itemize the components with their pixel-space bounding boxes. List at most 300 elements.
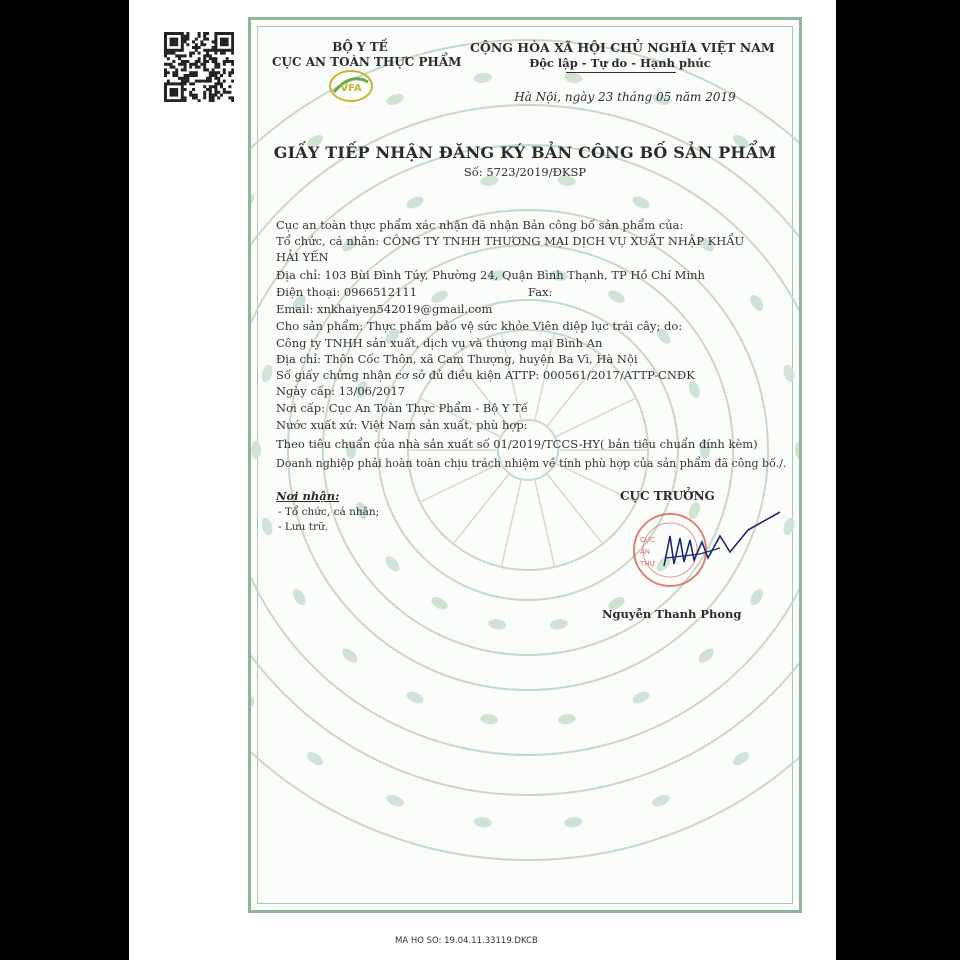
qr-module bbox=[186, 43, 189, 46]
qr-module bbox=[220, 49, 223, 52]
qr-module bbox=[228, 85, 231, 88]
qr-module bbox=[212, 85, 215, 88]
qr-module bbox=[184, 35, 187, 38]
address-line: Địa chỉ: 103 Bùi Đình Túy, Phường 24, Quận Bình Thạnh, TP Hồ Chí Minh bbox=[276, 268, 705, 282]
qr-module bbox=[167, 52, 170, 55]
ministry-name: BỘ Y TẾ bbox=[332, 40, 388, 54]
drum-motif bbox=[782, 363, 797, 383]
qr-module bbox=[184, 60, 187, 63]
qr-module bbox=[214, 46, 217, 49]
qr-module bbox=[214, 43, 217, 46]
qr-module bbox=[209, 85, 212, 88]
motto-underline bbox=[566, 72, 676, 73]
drum-motif bbox=[480, 713, 499, 725]
qr-module bbox=[212, 60, 215, 63]
qr-module bbox=[214, 71, 217, 74]
drum-motif bbox=[748, 587, 766, 608]
drum-motif bbox=[340, 646, 360, 665]
organization-line-2: HẢI YẾN bbox=[276, 250, 329, 264]
drum-motif bbox=[251, 689, 257, 709]
qr-module bbox=[206, 80, 209, 83]
qr-module bbox=[189, 63, 192, 66]
qr-module bbox=[212, 49, 215, 52]
qr-module bbox=[231, 96, 234, 99]
qr-module bbox=[170, 43, 173, 46]
qr-module bbox=[212, 96, 215, 99]
svg-text:AN: AN bbox=[640, 548, 651, 556]
qr-module bbox=[164, 99, 167, 102]
qr-module bbox=[178, 99, 181, 102]
qr-module bbox=[164, 40, 167, 43]
qr-module bbox=[184, 63, 187, 66]
qr-module bbox=[192, 82, 195, 85]
qr-module bbox=[172, 38, 175, 41]
qr-module bbox=[209, 49, 212, 52]
qr-module bbox=[195, 60, 198, 63]
qr-module bbox=[181, 32, 184, 35]
qr-module bbox=[209, 99, 212, 102]
qr-module bbox=[231, 46, 234, 49]
qr-module bbox=[231, 99, 234, 102]
issue-date-line: Ngày cấp: 13/06/2017 bbox=[276, 384, 406, 398]
qr-module bbox=[164, 63, 167, 66]
drum-motif bbox=[305, 749, 325, 767]
qr-module bbox=[178, 63, 181, 66]
qr-module bbox=[175, 74, 178, 77]
drum-motif bbox=[606, 288, 627, 306]
drum-motif bbox=[631, 194, 652, 211]
qr-module bbox=[217, 96, 220, 99]
qr-module bbox=[217, 77, 220, 80]
drum-motif bbox=[251, 191, 257, 211]
qr-module bbox=[164, 46, 167, 49]
qr-module bbox=[192, 94, 195, 97]
qr-module bbox=[164, 35, 167, 38]
qr-module bbox=[192, 88, 195, 91]
qr-module bbox=[220, 94, 223, 97]
drum-motif bbox=[473, 816, 492, 828]
qr-module bbox=[164, 38, 167, 41]
qr-module bbox=[175, 91, 178, 94]
qr-module bbox=[181, 94, 184, 97]
qr-module bbox=[170, 32, 173, 35]
qr-module bbox=[206, 49, 209, 52]
qr-module bbox=[223, 60, 226, 63]
qr-module bbox=[164, 54, 167, 57]
qr-module bbox=[181, 40, 184, 43]
qr-module bbox=[223, 71, 226, 74]
qr-module bbox=[203, 54, 206, 57]
qr-module bbox=[217, 32, 220, 35]
qr-module bbox=[164, 82, 167, 85]
qr-module bbox=[203, 68, 206, 71]
document-title: GIẤY TIẾP NHẬN ĐĂNG KÝ BẢN CÔNG BỐ SẢN PHẨM bbox=[273, 143, 777, 162]
qr-module bbox=[228, 32, 231, 35]
qr-module bbox=[164, 43, 167, 46]
qr-module bbox=[181, 60, 184, 63]
qr-module bbox=[212, 99, 215, 102]
qr-module bbox=[178, 49, 181, 52]
qr-module bbox=[228, 71, 231, 74]
drum-motif bbox=[405, 194, 426, 211]
qr-module bbox=[181, 38, 184, 41]
qr-module bbox=[192, 46, 195, 49]
qr-module bbox=[217, 71, 220, 74]
qr-module bbox=[184, 88, 187, 91]
drum-motif bbox=[385, 92, 405, 108]
qr-module bbox=[212, 57, 215, 60]
qr-module bbox=[164, 85, 167, 88]
qr-module bbox=[189, 71, 192, 74]
fax-label: Fax: bbox=[528, 285, 553, 299]
qr-module bbox=[186, 35, 189, 38]
qr-module bbox=[198, 57, 201, 60]
qr-module bbox=[223, 91, 226, 94]
qr-module bbox=[212, 68, 215, 71]
qr-module bbox=[214, 63, 217, 66]
qr-module bbox=[184, 77, 187, 80]
qr-module bbox=[167, 80, 170, 83]
qr-module bbox=[209, 88, 212, 91]
qr-module bbox=[186, 77, 189, 80]
qr-module bbox=[206, 77, 209, 80]
drum-motif bbox=[405, 689, 426, 706]
qr-module bbox=[209, 74, 212, 77]
qr-module bbox=[223, 63, 226, 66]
qr-module bbox=[220, 40, 223, 43]
qr-module bbox=[175, 43, 178, 46]
qr-module bbox=[214, 88, 217, 91]
drum-ray bbox=[453, 356, 509, 426]
qr-module bbox=[170, 38, 173, 41]
drum-ray bbox=[547, 356, 603, 426]
qr-module bbox=[172, 43, 175, 46]
qr-module bbox=[206, 60, 209, 63]
qr-module bbox=[220, 43, 223, 46]
qr-module bbox=[181, 35, 184, 38]
qr-module bbox=[172, 88, 175, 91]
qr-module bbox=[214, 85, 217, 88]
qr-module bbox=[184, 68, 187, 71]
qr-module bbox=[192, 96, 195, 99]
qr-module bbox=[198, 52, 201, 55]
drum-motif bbox=[290, 587, 308, 608]
qr-module bbox=[195, 71, 198, 74]
qr-module bbox=[184, 40, 187, 43]
qr-module bbox=[209, 77, 212, 80]
qr-module bbox=[226, 60, 229, 63]
qr-module bbox=[170, 88, 173, 91]
qr-module bbox=[223, 38, 226, 41]
qr-module bbox=[164, 94, 167, 97]
qr-module bbox=[203, 32, 206, 35]
qr-module bbox=[186, 32, 189, 35]
qr-module bbox=[181, 85, 184, 88]
qr-module bbox=[212, 74, 215, 77]
qr-module bbox=[203, 38, 206, 41]
qr-module bbox=[203, 63, 206, 66]
qr-module bbox=[195, 46, 198, 49]
qr-module bbox=[228, 60, 231, 63]
qr-module bbox=[181, 88, 184, 91]
qr-module bbox=[192, 74, 195, 77]
qr-module bbox=[198, 35, 201, 38]
qr-module bbox=[214, 57, 217, 60]
drum-motif bbox=[799, 191, 802, 211]
qr-module bbox=[217, 82, 220, 85]
signer-position: CỤC TRƯỞNG bbox=[620, 489, 715, 503]
responsibility-line: Doanh nghiệp phải hoàn toàn chịu trách nhiệm về tính phù hợp của sản phẩm đã công bố./. bbox=[276, 457, 787, 470]
qr-module bbox=[195, 96, 198, 99]
qr-module bbox=[170, 40, 173, 43]
qr-module bbox=[195, 66, 198, 69]
qr-module bbox=[195, 43, 198, 46]
qr-module bbox=[184, 82, 187, 85]
qr-module bbox=[209, 57, 212, 60]
qr-module bbox=[206, 68, 209, 71]
vfa-logo bbox=[328, 68, 374, 104]
qr-module bbox=[172, 66, 175, 69]
qr-module bbox=[206, 32, 209, 35]
svg-text:CỤC: CỤC bbox=[640, 536, 655, 544]
qr-module bbox=[195, 74, 198, 77]
qr-module bbox=[231, 32, 234, 35]
drum-motif bbox=[795, 441, 802, 459]
qr-module bbox=[175, 54, 178, 57]
phone-line: Điện thoại: 0966512111 bbox=[276, 285, 418, 299]
qr-module bbox=[231, 43, 234, 46]
qr-module bbox=[220, 52, 223, 55]
qr-module bbox=[209, 94, 212, 97]
qr-module bbox=[175, 32, 178, 35]
qr-module bbox=[217, 91, 220, 94]
qr-module bbox=[203, 91, 206, 94]
qr-module bbox=[184, 96, 187, 99]
qr-module bbox=[200, 80, 203, 83]
qr-module bbox=[231, 60, 234, 63]
qr-module bbox=[223, 80, 226, 83]
drum-motif bbox=[473, 72, 492, 84]
certificate-line: Số giấy chứng nhận cơ sở đủ điều kiện ATTP: 000561/2017/ATTP-CNĐK bbox=[276, 368, 695, 382]
qr-module bbox=[198, 46, 201, 49]
qr-module bbox=[175, 99, 178, 102]
dossier-code: MA HO SO: 19.04.11.33119.DKCB bbox=[395, 936, 538, 946]
qr-module bbox=[214, 82, 217, 85]
qr-module bbox=[223, 52, 226, 55]
qr-module bbox=[189, 94, 192, 97]
qr-module bbox=[164, 52, 167, 55]
qr-module bbox=[228, 96, 231, 99]
qr-module bbox=[186, 60, 189, 63]
qr-module bbox=[181, 77, 184, 80]
qr-module bbox=[178, 57, 181, 60]
qr-module bbox=[172, 82, 175, 85]
qr-module bbox=[175, 82, 178, 85]
qr-module bbox=[214, 40, 217, 43]
qr-module bbox=[203, 43, 206, 46]
qr-module bbox=[198, 60, 201, 63]
qr-module bbox=[203, 96, 206, 99]
manufacturer-address-line: Địa chỉ: Thôn Cốc Thôn, xã Cam Thượng, huyện Ba Vì, Hà Nội bbox=[276, 352, 638, 366]
qr-module bbox=[214, 52, 217, 55]
svg-text:THỰ: THỰ bbox=[640, 560, 656, 568]
drum-ray bbox=[453, 473, 509, 543]
qr-module bbox=[231, 63, 234, 66]
qr-module bbox=[195, 63, 198, 66]
qr-module bbox=[223, 43, 226, 46]
qr-module bbox=[220, 82, 223, 85]
qr-module bbox=[195, 49, 198, 52]
qr-module bbox=[226, 38, 229, 41]
qr-module bbox=[209, 80, 212, 83]
qr-module bbox=[186, 38, 189, 41]
qr-module bbox=[214, 35, 217, 38]
qr-module bbox=[167, 99, 170, 102]
qr-module bbox=[214, 77, 217, 80]
qr-module bbox=[195, 38, 198, 41]
qr-module bbox=[192, 63, 195, 66]
qr-module bbox=[175, 38, 178, 41]
qr-module bbox=[170, 63, 173, 66]
qr-module bbox=[206, 88, 209, 91]
qr-module bbox=[231, 49, 234, 52]
qr-module bbox=[184, 99, 187, 102]
qr-module bbox=[186, 80, 189, 83]
qr-module bbox=[172, 40, 175, 43]
qr-module bbox=[167, 57, 170, 60]
qr-module bbox=[170, 66, 173, 69]
issuer-line: Nơi cấp: Cục An Toàn Thực Phẩm - Bộ Y Tế bbox=[276, 401, 528, 415]
qr-module bbox=[231, 35, 234, 38]
drum-ray bbox=[547, 473, 603, 543]
qr-module bbox=[164, 91, 167, 94]
recipient-item: - Tổ chức, cá nhân; bbox=[278, 506, 380, 518]
qr-module bbox=[231, 38, 234, 41]
qr-module bbox=[209, 54, 212, 57]
drum-ray bbox=[535, 479, 555, 567]
drum-ray bbox=[501, 479, 521, 567]
qr-module bbox=[181, 68, 184, 71]
qr-module bbox=[198, 32, 201, 35]
qr-module bbox=[223, 49, 226, 52]
qr-module bbox=[175, 94, 178, 97]
qr-module bbox=[214, 38, 217, 41]
qr-module bbox=[226, 91, 229, 94]
drum-motif bbox=[651, 793, 671, 809]
qr-module bbox=[198, 80, 201, 83]
qr-module bbox=[206, 38, 209, 41]
official-stamp bbox=[630, 508, 790, 588]
drum-motif bbox=[748, 293, 766, 314]
drum-motif bbox=[696, 646, 716, 665]
qr-module bbox=[184, 38, 187, 41]
qr-module bbox=[206, 54, 209, 57]
qr-module bbox=[170, 49, 173, 52]
drum-motif bbox=[429, 594, 450, 612]
drum-motif bbox=[549, 618, 568, 631]
qr-module bbox=[192, 71, 195, 74]
qr-module bbox=[231, 80, 234, 83]
qr-module bbox=[172, 74, 175, 77]
drum-motif bbox=[260, 363, 275, 383]
product-line: Cho sản phẩm: Thực phẩm bảo vệ sức khỏe Viên diệp lục trái cây; do: bbox=[276, 319, 683, 333]
signer-name: Nguyễn Thanh Phong bbox=[602, 607, 742, 621]
qr-module bbox=[164, 71, 167, 74]
qr-module bbox=[195, 94, 198, 97]
standard-line: Theo tiêu chuẩn của nhà sản xuất số 01/2019/TCCS-HY( bản tiêu chuẩn đính kèm) bbox=[276, 437, 758, 451]
qr-module bbox=[226, 43, 229, 46]
qr-module bbox=[167, 32, 170, 35]
qr-module bbox=[203, 80, 206, 83]
qr-module bbox=[167, 49, 170, 52]
qr-module bbox=[184, 74, 187, 77]
qr-module bbox=[181, 54, 184, 57]
qr-module bbox=[206, 52, 209, 55]
qr-module bbox=[220, 32, 223, 35]
agency-name: CỤC AN TOÀN THỰC PHẨM bbox=[272, 55, 462, 69]
qr-module bbox=[223, 68, 226, 71]
qr-module bbox=[175, 49, 178, 52]
svg-text:VFA: VFA bbox=[340, 83, 362, 94]
qr-module bbox=[212, 46, 215, 49]
manufacturer-line: Công ty TNHH sản xuất, dịch vụ và thương mại Bình An bbox=[276, 336, 603, 350]
qr-module bbox=[170, 91, 173, 94]
qr-module bbox=[164, 68, 167, 71]
qr-module bbox=[181, 80, 184, 83]
qr-module bbox=[181, 46, 184, 49]
drum-motif bbox=[251, 441, 261, 459]
qr-module bbox=[181, 96, 184, 99]
qr-module bbox=[172, 91, 175, 94]
qr-module bbox=[164, 88, 167, 91]
qr-module bbox=[172, 94, 175, 97]
qr-module bbox=[203, 94, 206, 97]
qr-module bbox=[214, 32, 217, 35]
organization-line: Tổ chức, cá nhân: CÔNG TY TNHH THƯƠNG MẠI DỊCH VỤ XUẤT NHẬP KHẨU bbox=[276, 234, 745, 248]
drum-motif bbox=[799, 689, 802, 709]
qr-module bbox=[214, 60, 217, 63]
qr-module bbox=[186, 74, 189, 77]
qr-module bbox=[223, 32, 226, 35]
qr-module bbox=[217, 49, 220, 52]
qr-module bbox=[184, 66, 187, 69]
qr-module bbox=[203, 66, 206, 69]
qr-module bbox=[220, 85, 223, 88]
qr-module bbox=[189, 54, 192, 57]
qr-module bbox=[203, 35, 206, 38]
qr-module bbox=[226, 57, 229, 60]
drum-motif bbox=[260, 517, 275, 537]
qr-module bbox=[192, 52, 195, 55]
qr-module bbox=[214, 49, 217, 52]
drum-ray bbox=[555, 398, 636, 437]
qr-module bbox=[223, 40, 226, 43]
qr-module bbox=[178, 82, 181, 85]
qr-module bbox=[189, 52, 192, 55]
qr-module bbox=[189, 66, 192, 69]
qr-module bbox=[172, 49, 175, 52]
drum-motif bbox=[564, 816, 583, 828]
qr-module bbox=[167, 82, 170, 85]
qr-code bbox=[164, 32, 234, 102]
qr-module bbox=[203, 85, 206, 88]
document-number: Số: 5723/2019/ĐKSP bbox=[463, 165, 587, 179]
qr-module bbox=[178, 77, 181, 80]
qr-module bbox=[195, 80, 198, 83]
drum-motif bbox=[731, 749, 751, 767]
qr-module bbox=[164, 49, 167, 52]
issue-date: Hà Nội, ngày 23 tháng 05 năm 2019 bbox=[514, 90, 736, 104]
